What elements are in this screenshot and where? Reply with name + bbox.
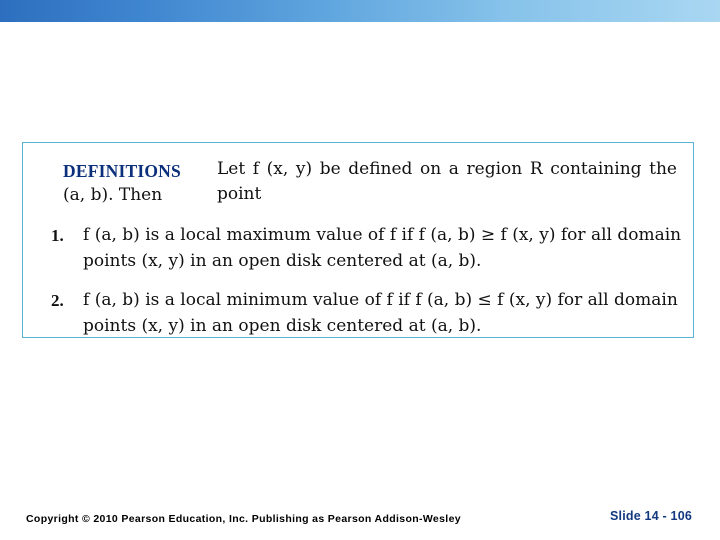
slide-number-label: Slide 14 - 106 xyxy=(610,509,693,523)
definitions-box xyxy=(22,142,694,338)
list-item xyxy=(37,288,683,339)
list-item-line-2: points (x, y) in an open disk centered at (a, b). xyxy=(83,250,482,271)
definitions-content xyxy=(23,143,693,363)
list-item xyxy=(37,223,683,274)
slide-top-accent-bar xyxy=(0,0,720,22)
definitions-list xyxy=(37,223,683,339)
definitions-lead-line-2: (a, b). Then xyxy=(63,185,163,205)
definitions-title: DEFINITIONS xyxy=(63,161,181,181)
list-item-line-1: f (a, b) is a local minimum value of f if f (a, b) ≤ f (x, y) for all domain xyxy=(83,290,678,310)
list-item-number: 2. xyxy=(51,291,64,310)
list-item-number: 1. xyxy=(51,226,64,245)
definitions-header-row xyxy=(37,157,683,209)
list-item-line-1: f (a, b) is a local maximum value of f if f (a, b) ≥ f (x, y) for all domain xyxy=(83,225,682,245)
copyright-notice: Copyright © 2010 Pearson Education, Inc. Publishing as Pearson Addison-Wesley xyxy=(26,513,461,525)
definitions-lead-line-1: Let f (x, y) be defined on a region R containing the point xyxy=(217,159,677,205)
list-item-line-2: points (x, y) in an open disk centered at (a, b). xyxy=(83,315,482,336)
